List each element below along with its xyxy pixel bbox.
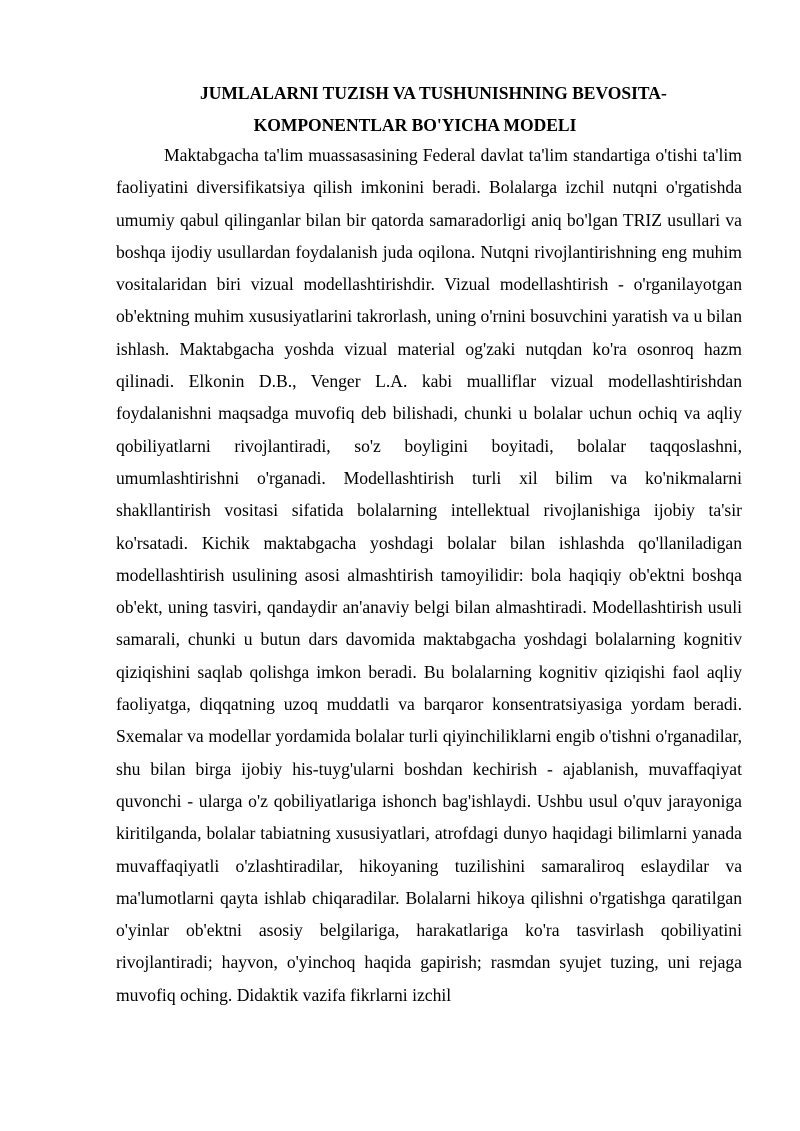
body-paragraph: Maktabgacha ta'lim muassasasining Federal davlat ta'lim standartiga o'tishi ta'lim faoliyatini diversifikatsiya qilish imkonini beradi. Bolalarga izchil nutqni o'rgatishda umumiy qabul qilinganlar bilan bir qatorda samaradorligi aniq bo'lgan TRIZ usullari va boshqa ijodiy usullardan foydalanish juda oqilona. Nutqni rivojlantirishning eng muhim vositalaridan biri vizual modellashtirishdir. Vizual modellashtirish - o'rganilayotgan ob'ektning muhim xususiyatlarini takrorlash, uning o'rnini bosuvchini yaratish va u bilan ishlash. Maktabgacha yoshda vizual material og'zaki nutqdan ko'ra osonroq hazm qilinadi. Elkonin D.B., Venger L.A. kabi mualliflar vizual modellashtirishdan foydalanishni maqsadga muvofiq deb bilishadi, chunki u bolalar uchun ochiq va aqliy qobiliyatlarni rivojlantiradi, so'z boyligini boyitadi, bolalar taqqoslashni, umumlashtirishni o'rganadi. Modellashtirish turli xil bilim va ko'nikmalarni shakllantirish vositasi sifatida bolalarning intellektual rivojlanishiga ijobiy ta'sir ko'rsatadi. Kichik maktabgacha yoshdagi bolalar bilan ishlashda qo'llaniladigan modellashtirish usulining asosi almashtirish tamoyilidir: bola haqiqiy ob'ektni boshqa ob'ekt, uning tasviri, qandaydir an'anaviy belgi bilan almashtiradi. Modellashtirish usuli samarali, chunki u butun dars davomida maktabgacha yoshdagi bolalarning kognitiv qiziqishini saqlab qolishga imkon beradi. Bu bolalarning kognitiv qiziqishi faol aqliy faoliyatga, diqqatning uzoq muddatli va barqaror konsentratsiyasiga yordam beradi. Sxemalar va modellar yordamida bolalar turli qiyinchiliklarni engib o'tishni o'rganadilar, shu bilan birga ijobiy his-tuyg'ularni boshdan kechirish - ajablanish, muvaffaqiyat quvonchi - ularga o'z qobiliyatlariga ishonch bag'ishlaydi. Ushbu usul o'quv jarayoniga kiritilganda, bolalar tabiatning xususiyatlari, atrofdagi dunyo haqidagi bilimlarni yanada muvaffaqiyatli o'zlashtiradilar, hikoyaning tuzilishini samaraliroq eslaydilar va ma'lumotlarni qayta ishlab chiqaradilar. Bolalarni hikoya qilishni o'rgatishga qaratilgan o'yinlar ob'ektni asosiy belgilariga, harakatlariga ko'ra tasvirlash qobiliyatini rivojlantiradi; hayvon, o'yinchoq haqida gapirish; rasmdan syujet tuzing, uni rejaga muvofiq oching. Didaktik vazifa fikrlarni izchil: [116, 145, 742, 1005]
title-line-1: JUMLALARNI TUZISH VA TUSHUNISHNING BEVOSITA-: [200, 83, 667, 103]
document-title: [100, 77, 760, 141]
title-line-2: KOMPONENTLAR BO'YICHA MODELI: [253, 115, 577, 135]
